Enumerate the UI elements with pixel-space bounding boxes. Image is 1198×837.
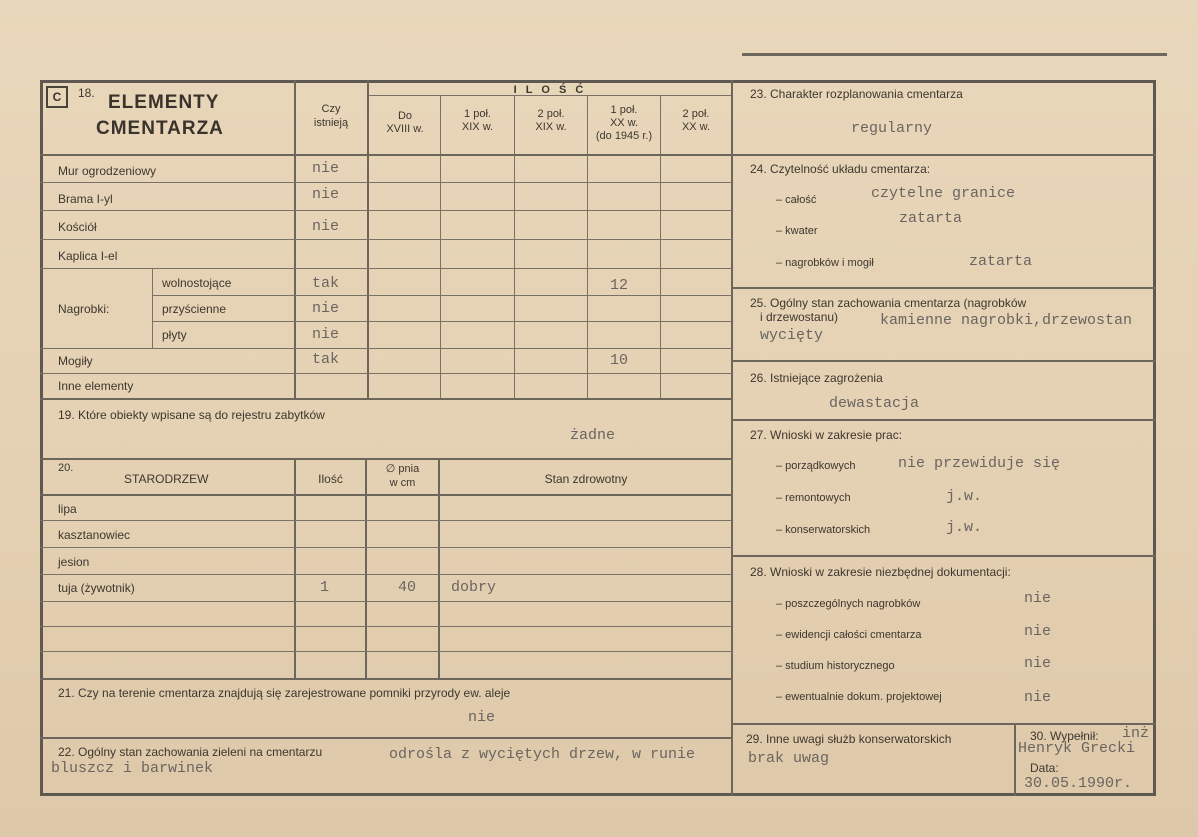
header-col-2: 1 poł. XIX w. (461, 108, 494, 133)
section19-label: 19. Które obiekty wpisane są do rejestru zabytków (58, 408, 325, 422)
value-exists-kosciol: nie (312, 218, 340, 235)
section28-item-2-label: – ewidencji całości cmentarza (776, 629, 922, 641)
value-exists-mogily: tak (312, 351, 340, 368)
row-line (40, 651, 732, 652)
section18-title-2: CMENTARZA (96, 118, 224, 139)
col-line (438, 458, 440, 678)
section27-item-2-value: j.w. (946, 488, 983, 505)
section27-item-1-label: – porządkowych (776, 460, 856, 472)
row-line (40, 494, 732, 496)
center-divider (731, 80, 733, 796)
section28-item-4-label: – ewentualnie dokum. projektowej (776, 691, 942, 703)
row-line (732, 419, 1156, 421)
row-label-plyty: płyty (162, 328, 187, 342)
section24-item-3-value: zatarta (969, 253, 1033, 270)
tree-diam-tuja: 40 (398, 579, 417, 596)
value-exists-mur: nie (312, 160, 340, 177)
col-line (514, 95, 515, 398)
section28-item-3-label: – studium historycznego (776, 660, 895, 672)
section28-item-2-value: nie (1024, 623, 1052, 640)
section24-item-1-label: – całość (776, 194, 817, 206)
row-line (732, 360, 1156, 362)
row-line (40, 626, 732, 627)
section28-item-4-value: nie (1024, 689, 1052, 706)
section30-label: 30. Wypełnił: (1030, 729, 1099, 743)
section18-title-1: ELEMENTY (108, 92, 220, 113)
row-label-brama: Brama I-yl (58, 192, 113, 206)
row-label-kaplica: Kaplica I-el (58, 249, 118, 263)
value-exists-plyty: nie (312, 326, 340, 343)
tree-row-kasztanowiec: kasztanowiec (58, 528, 131, 542)
section27-item-2-label: – remontowych (776, 492, 851, 504)
section26-value: dewastacja (829, 395, 920, 412)
section20-col-ilosc: Ilość (318, 472, 343, 486)
section30-title: inż (1122, 725, 1150, 742)
section22-label: 22. Ogólny stan zachowania zieleni na cmentarzu (58, 745, 323, 759)
section24-label: 24. Czytelność układu cmentarza: (750, 162, 931, 176)
section23-label: 23. Charakter rozplanowania cmentarza (750, 87, 963, 101)
row-label-wolnostojace: wolnostojące (162, 276, 232, 290)
section28-item-3-value: nie (1024, 655, 1052, 672)
row-line (152, 295, 732, 296)
col-line (294, 458, 296, 678)
top-rule (742, 53, 1167, 56)
section25-value-2: wycięty (760, 327, 824, 344)
section27-item-3-value: j.w. (946, 519, 983, 536)
row-line (732, 723, 1156, 725)
row-label-inne: Inne elementy (58, 379, 134, 393)
col-line (440, 95, 441, 398)
value-exists-wolnostojace: tak (312, 275, 340, 292)
value-exists-brama: nie (312, 186, 340, 203)
row-line (732, 555, 1156, 557)
row-line (40, 601, 732, 602)
tree-state-tuja: dobry (451, 579, 497, 596)
row-line (40, 458, 732, 460)
row-line (40, 520, 732, 521)
row-line (732, 287, 1156, 289)
value-count-wolnostojace: 12 (610, 277, 629, 294)
section26-label: 26. Istniejące zagrożenia (750, 371, 883, 385)
row-label-mogily: Mogiły (58, 354, 93, 368)
section18-number: 18. (78, 86, 95, 100)
section27-item-1-value: nie przewiduje się (898, 455, 1061, 472)
value-exists-przyscienne: nie (312, 300, 340, 317)
header-exists: Czy istnieją (313, 103, 349, 129)
section23-value: regularny (851, 120, 933, 137)
row-line (40, 574, 732, 575)
row-line (40, 398, 732, 400)
row-line (40, 182, 732, 183)
section30-date: 30.05.1990r. (1024, 775, 1133, 792)
section20-col-stan: Stan zdrowotny (544, 472, 628, 486)
header-col-4: 1 poł. XX w. (do 1945 r.) (595, 104, 653, 142)
col-line (152, 268, 153, 349)
section24-item-3-label: – nagrobków i mogił (776, 257, 874, 269)
section22-value-1: odrośla z wyciętych drzew, w runie (389, 746, 696, 763)
row-line (40, 210, 732, 211)
section25-label-1: 25. Ogólny stan zachowania cmentarza (nagrobków (750, 296, 1027, 310)
row-line (40, 547, 732, 548)
section28-item-1-label: – poszczególnych nagrobków (776, 598, 921, 610)
row-label-mur: Mur ogrodzeniowy (58, 164, 157, 178)
section28-label: 28. Wnioski w zakresie niezbędnej dokumentacji: (750, 565, 1011, 579)
header-col-1: Do XVIII w. (386, 110, 424, 135)
section25-label-2: i drzewostanu) (760, 310, 839, 324)
row-label-przyscienne: przyścienne (162, 302, 227, 316)
row-line (40, 678, 732, 680)
tree-row-tuja: tuja (żywotnik) (58, 581, 135, 595)
section29-value: brak uwag (748, 750, 830, 767)
row-line (40, 348, 732, 349)
value-count-mogily: 10 (610, 352, 629, 369)
row-line (40, 373, 732, 374)
row-label-nagrobki: Nagrobki: (58, 302, 110, 316)
col-line (1014, 723, 1016, 796)
tree-row-lipa: lipa (58, 502, 77, 516)
section20-title: STARODRZEW (124, 472, 209, 486)
col-line (365, 458, 367, 678)
section21-label: 21. Czy na terenie cmentarza znajdują się zarejestrowane pomniki przyrody ew. aleje (58, 686, 511, 700)
section25-value-1: kamienne nagrobki,drzewostan (880, 312, 1133, 329)
header-col-3: 2 poł. XIX w. (535, 108, 567, 133)
section20-col-pnia: ∅ pnia w cm (385, 463, 420, 489)
row-line (40, 154, 732, 156)
section21-value: nie (468, 709, 496, 726)
form-corner-mark: C (46, 86, 68, 108)
section27-item-3-label: – konserwatorskich (776, 524, 871, 536)
section27-label: 27. Wnioski w zakresie prac: (750, 428, 903, 442)
section30-date-label: Data: (1030, 761, 1059, 775)
row-line (152, 321, 732, 322)
row-line (40, 268, 732, 269)
row-line (732, 154, 1156, 156)
section24-item-2-label: – kwater (776, 225, 818, 237)
row-label-kosciol: Kościół (58, 220, 97, 234)
tree-count-tuja: 1 (320, 579, 330, 596)
row-line (40, 239, 732, 240)
section28-item-1-value: nie (1024, 590, 1052, 607)
section30-name: Henryk Grecki (1018, 740, 1136, 757)
header-col-5: 2 poł. XX w. (681, 108, 711, 133)
section20-number: 20. (58, 462, 74, 474)
section24-item-1-value: czytelne granice (871, 185, 1016, 202)
tree-row-jesion: jesion (58, 555, 90, 569)
section22-value-2: bluszcz i barwinek (51, 760, 214, 777)
section24-item-2-value: zatarta (899, 210, 963, 227)
row-line (40, 737, 732, 739)
section19-value: żadne (570, 427, 616, 444)
header-ilosc: I L O Ś Ć (513, 84, 587, 96)
section29-label: 29. Inne uwagi służb konserwatorskich (746, 732, 952, 746)
col-line (660, 95, 661, 398)
